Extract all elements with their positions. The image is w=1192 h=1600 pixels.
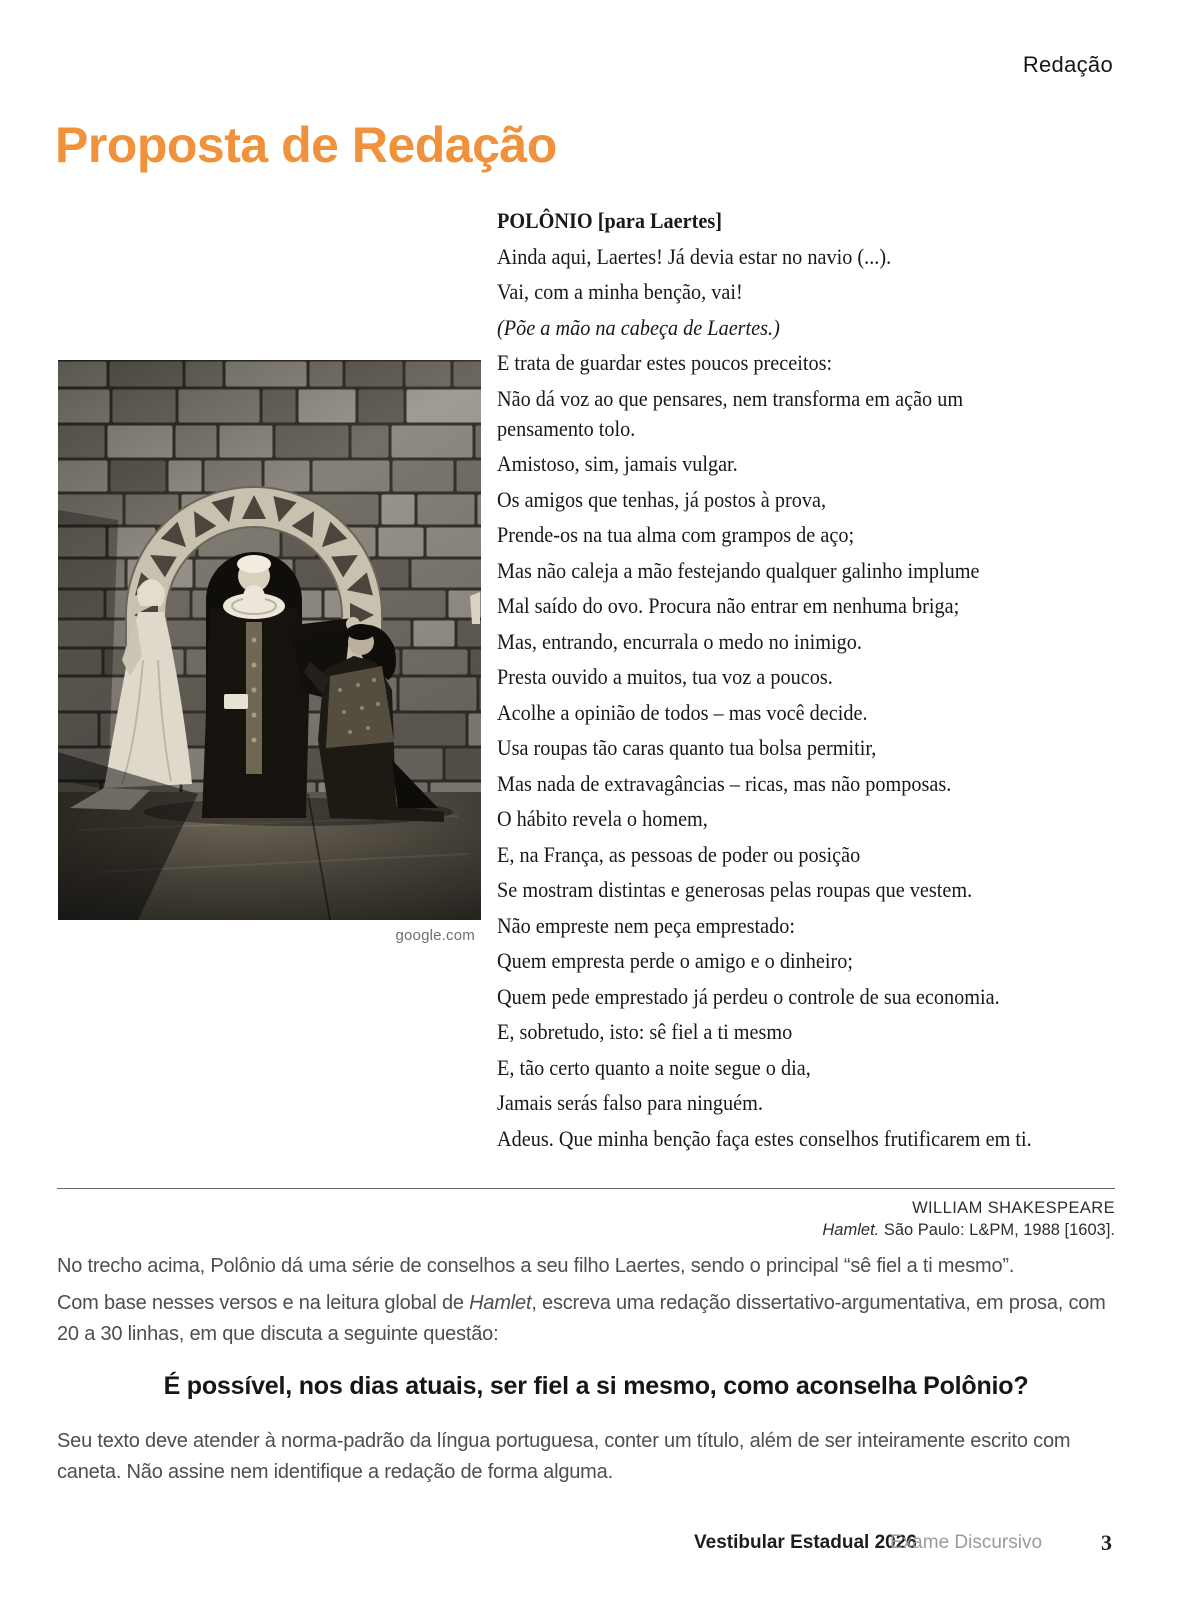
divider-rule	[57, 1188, 1115, 1189]
instruction-paragraph-2: Com base nesses versos e na leitura global de Hamlet, escreva uma redação dissertativo-argumentativa, em prosa, com 20 a 30 linhas, em que discuta a seguinte questão:	[57, 1292, 1106, 1345]
poem-line: E trata de guardar estes poucos preceitos:	[497, 350, 833, 375]
attribution	[822, 1197, 1115, 1241]
poem-line: Presta ouvido a muitos, tua voz a poucos.	[497, 664, 833, 689]
poem-line: (Põe a mão na cabeça de Laertes.)	[497, 314, 780, 340]
page-footer	[0, 1532, 1192, 1558]
instruction-paragraph-3: Seu texto deve atender à norma-padrão da língua portuguesa, conter um título, além de ser inteiramente escrito com caneta. Não assine nem identifique a redação de forma alguma.	[57, 1430, 1071, 1483]
poem-line: Amistoso, sim, jamais vulgar.	[497, 451, 738, 476]
footer-exam-type: Exame Discursivo	[890, 1532, 1043, 1553]
poem-line: Não empreste nem peça emprestado:	[497, 912, 795, 938]
poem-line: E, tão certo quanto a noite segue o dia,	[497, 1054, 811, 1080]
poem-line: POLÔNIO [para Laertes]	[497, 208, 722, 233]
section-header-label: Redação	[1022, 52, 1113, 77]
poem-line: Mas não caleja a mão festejando qualquer galinho implume	[497, 557, 980, 583]
poem-line: Mas, entrando, encurrala o medo no inimigo.	[497, 628, 862, 654]
poem-line: Quem empresta perde o amigo e o dinheiro;	[497, 948, 853, 973]
poem-line: Acolhe a opinião de todos – mas você decide.	[497, 699, 868, 725]
attribution-author: WILLIAM SHAKESPEARE	[912, 1199, 1115, 1217]
hamlet-stage-photo	[58, 360, 481, 920]
essay-question: É possível, nos dias atuais, ser fiel a si mesmo, como aconselha Polônio?	[163, 1372, 1029, 1400]
stage-photo-figure	[58, 360, 481, 944]
poem-line: Mas nada de extravagâncias – ricas, mas não pomposas.	[497, 770, 952, 796]
poem-line: O hábito revela o homem,	[497, 806, 708, 831]
poem-line: E, na França, as pessoas de poder ou posição	[497, 841, 861, 867]
poem-line: Jamais serás falso para ninguém.	[497, 1090, 763, 1115]
poem	[497, 206, 1117, 1159]
poem-line: Prende-os na tua alma com grampos de aço;	[497, 522, 855, 547]
poem-line: Não dá voz ao que pensares, nem transforma em ação um pensamento tolo.	[497, 385, 964, 441]
poem-line: Mal saído do ovo. Procura não entrar em nenhuma briga;	[497, 593, 960, 618]
instruction-paragraph-1: No trecho acima, Polônio dá uma série de conselhos a seu filho Laertes, sendo o principal “sê fiel a ti mesmo”.	[57, 1255, 1015, 1277]
poem-line: Quem pede emprestado já perdeu o controle de sua economia.	[497, 983, 1000, 1009]
poem-line: E, sobretudo, isto: sê fiel a ti mesmo	[497, 1019, 793, 1044]
poem-line: Se mostram distintas e generosas pelas roupas que vestem.	[497, 877, 973, 902]
footer-page-number: 3	[1101, 1530, 1112, 1555]
poem-line: Vai, com a minha benção, vai!	[497, 279, 743, 304]
footer-exam-name: Vestibular Estadual 2026	[694, 1532, 917, 1553]
poem-line: Ainda aqui, Laertes! Já devia estar no navio (...).	[497, 243, 892, 269]
attribution-source: Hamlet. São Paulo: L&PM, 1988 [1603].	[822, 1221, 1115, 1239]
page-title: Proposta de Redação	[55, 117, 557, 173]
poem-line: Os amigos que tenhas, já postos à prova,	[497, 486, 827, 512]
photo-caption: google.com	[395, 927, 475, 944]
poem-line: Adeus. Que minha benção faça estes conselhos frutificarem em ti.	[497, 1125, 1032, 1151]
poem-line: Usa roupas tão caras quanto tua bolsa permitir,	[497, 735, 877, 760]
